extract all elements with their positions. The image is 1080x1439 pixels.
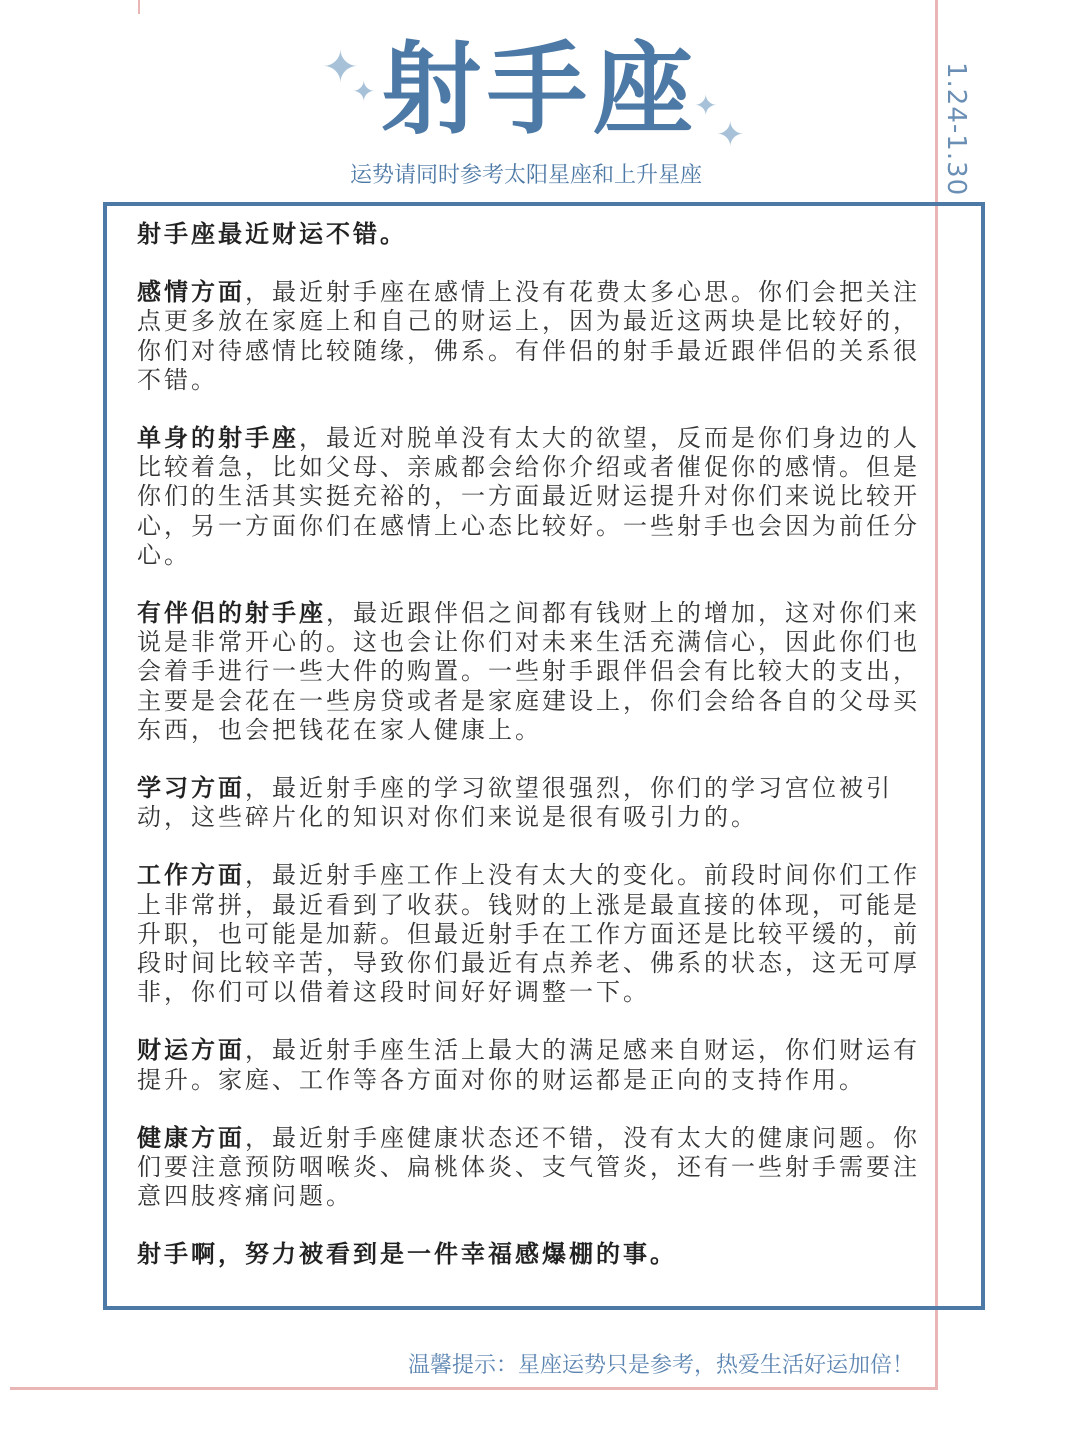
- horoscope-text: [137, 220, 927, 1270]
- section-body: ，最近射手座工作上没有太大的变化。前段时间你们工作上非常拼，最近看到了收获。钱财的上涨是最直接的体现，可能是升职，也可能是加薪。但最近射手在工作方面还是比较平缓的，前段时间比较辛苦，导致你们最近有点养老、佛系的状态，这无可厚非，你们可以借着这段时间好好调整一下。: [137, 861, 920, 1007]
- section-body: ，最近射手座在感情上没有花费太多心思。你们会把关注点更多放在家庭上和自己的财运上，因为最近这两块是比较好的，你们对待感情比较随缘，佛系。有伴侣的射手最近跟伴侣的关系很不错。: [137, 278, 920, 394]
- section-body: ，最近射手座的学习欲望很强烈，你们的学习宫位被引动，这些碎片化的知识对你们来说是很有吸引力的。: [137, 774, 893, 832]
- frame-line-horizontal: [10, 1387, 938, 1390]
- section-partnered: [137, 599, 927, 745]
- section-work: [137, 861, 927, 1007]
- sparkle-icon: ✦: [322, 42, 359, 93]
- footer-tip: 温馨提示：星座运势只是参考，热爱生活好运加倍！: [407, 1353, 914, 1378]
- intro-paragraph: [137, 220, 927, 249]
- section-wealth: [137, 1036, 927, 1094]
- sparkle-icon: ✦: [716, 115, 745, 155]
- closing-text: 射手啊，努力被看到是一件幸福感爆棚的事。: [137, 1240, 677, 1269]
- section-heading: 工作方面: [137, 861, 245, 890]
- intro-text: 射手座最近财运不错。: [137, 220, 407, 248]
- section-heading: 感情方面: [137, 278, 245, 307]
- section-study: [137, 774, 927, 832]
- section-single: [137, 424, 927, 570]
- page-title: 射手座: [381, 31, 699, 148]
- section-body: ，最近跟伴侣之间都有钱财上的增加，这对你们来说是非常开心的。这也会让你们对未来生活充满信心，因此你们也会着手进行一些大件的购置。一些射手跟伴侣会有比较大的支出，主要是会花在一些房贷或者是家庭建设上，你们会给各自的父母买东西，也会把钱花在家人健康上。: [137, 599, 920, 744]
- horoscope-panel: [103, 202, 985, 1310]
- closing-paragraph: [137, 1240, 927, 1269]
- sparkle-icon: ✦: [352, 75, 376, 108]
- section-body: ，最近射手座健康状态还不错，没有太大的健康问题。你们要注意预防咽喉炎、扁桃体炎、支气管炎，还有一些射手需要注意四肢疼痛问题。: [137, 1123, 920, 1211]
- section-heading: 有伴侣的射手座: [137, 599, 326, 628]
- frame-tick: [138, 0, 140, 14]
- section-love: [137, 278, 927, 395]
- section-heading: 健康方面: [137, 1123, 245, 1152]
- sparkle-icon: ✦: [694, 89, 718, 122]
- date-range: 1.24-1.30: [941, 62, 971, 197]
- section-body: ，最近射手座生活上最大的满足感来自财运，你们财运有提升。家庭、工作等各方面对你的财运都是正向的支持作用。: [137, 1036, 920, 1094]
- section-heading: 财运方面: [137, 1036, 245, 1065]
- page-subtitle: 运势请同时参考太阳星座和上升星座: [349, 163, 702, 188]
- section-health: [137, 1124, 927, 1212]
- section-body: ，最近对脱单没有太大的欲望，反而是你们身边的人比较着急，比如父母、亲戚都会给你介绍或者催促你的感情。但是你们的生活其实挺充裕的，一方面最近财运提升对你们来说比较开心，另一方面你们在感情上心态比较好。一些射手也会因为前任分心。: [137, 424, 920, 569]
- section-heading: 单身的射手座: [137, 424, 299, 453]
- section-heading: 学习方面: [137, 774, 245, 803]
